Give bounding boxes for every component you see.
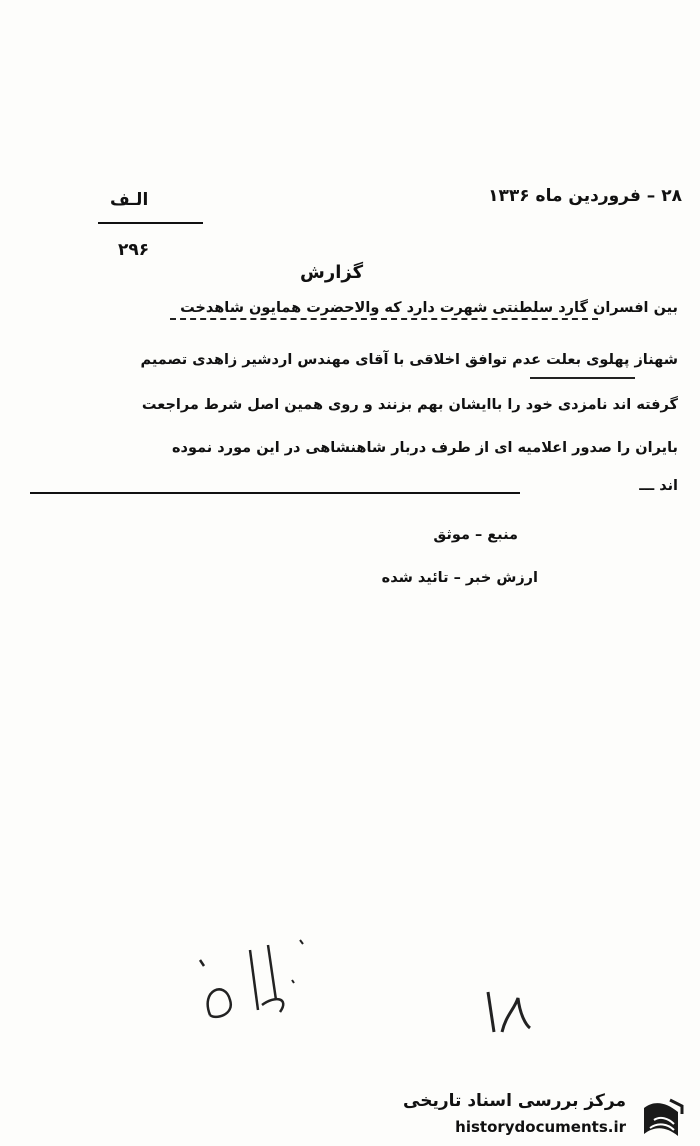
classification-underline — [98, 222, 203, 224]
end-of-text-rule — [30, 492, 520, 494]
report-body-line: بایران را صدور اعلامیه ای از طرف دربار شاهنشاهی در این مورد نموده — [171, 440, 678, 456]
handwritten-page-number — [470, 980, 550, 1040]
archive-name: مرکز بررسی اسناد تاریخی — [403, 1091, 626, 1111]
archive-logo[interactable] — [403, 1088, 700, 1146]
report-body-line: اند ـــ — [639, 478, 678, 494]
handwritten-initials — [180, 920, 340, 1030]
classification-mark: الـف — [110, 190, 149, 210]
report-body-line: شهناز پهلوی بعلت عدم توافق اخلاقی با آقای مهندس اردشیر زاهدی تصمیم — [140, 352, 678, 368]
handwritten-underline — [530, 377, 635, 379]
book-icon — [640, 1094, 686, 1140]
document-number: ۲۹۶ — [118, 240, 150, 260]
report-body-line: گرفته اند نامزدی خود را باایشان بهم بزنند و روی همین اصل شرط مراجعت — [141, 397, 678, 413]
source-note: منبع – موثق — [433, 527, 518, 543]
archive-url[interactable]: historydocuments.ir — [455, 1118, 626, 1136]
report-title: گزارش — [300, 262, 364, 283]
news-value-note: ارزش خبر – تائید شده — [381, 570, 538, 586]
report-date: ۲۸ – فروردین ماه ۱۳۳۶ — [488, 186, 682, 206]
dashed-underline — [170, 318, 598, 320]
report-body-line: بین افسران گارد سلطنتی شهرت دارد که والاحضرت همایون شاهدخت — [180, 300, 678, 316]
